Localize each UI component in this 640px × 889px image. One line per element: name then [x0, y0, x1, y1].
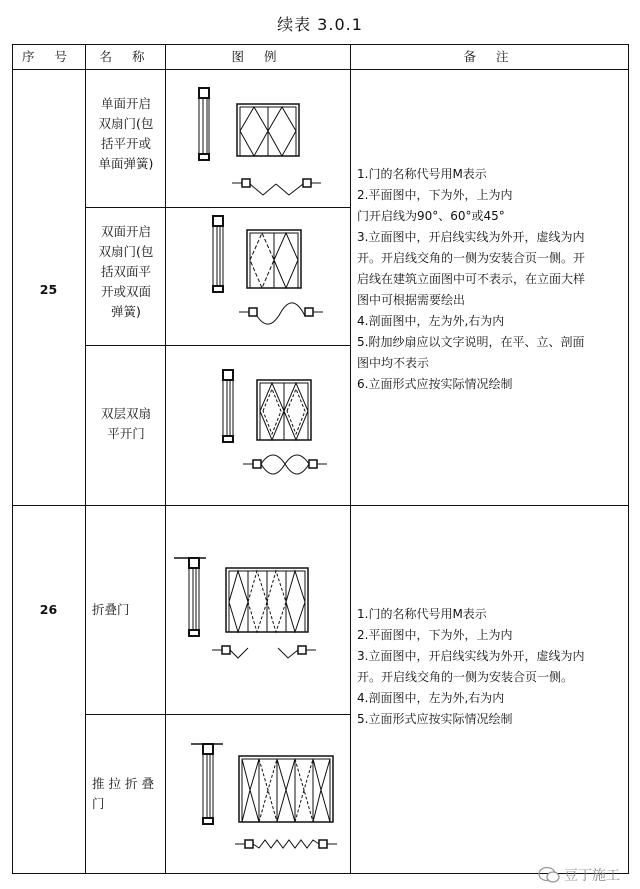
wechat-icon [538, 866, 560, 884]
header-seq: 序 号 [22, 49, 75, 64]
watermark-text: 豆丁施工 [564, 868, 620, 884]
notes-26: 1.门的名称代号用M表示 2.平面图中，下为外，上为内 3.立面图中，开启线实线为外开，虚线为内 开。开启线交角的一侧为安装合页一侧。 4.剖面图中，左为外,右为内 5.立面形式应按实际情况绘制 [357, 607, 585, 726]
legend-sliding-folding-door [187, 734, 347, 859]
header-name: 名 称 [99, 49, 153, 64]
legend-double-layer-door [187, 356, 337, 491]
name-double-layer-door: 双层双扇 平开门 [100, 406, 151, 441]
page-title: 续表 3.0.1 [277, 15, 363, 34]
seq-26: 26 [39, 602, 58, 617]
header-legend: 图 例 [231, 49, 285, 64]
watermark [538, 865, 620, 885]
name-folding-door: 折叠门 [92, 602, 130, 617]
header-notes: 备 注 [463, 49, 517, 64]
seq-25: 25 [39, 282, 58, 297]
legend-folding-door [172, 544, 350, 664]
notes-25: 1.门的名称代号用M表示 2.平面图中，下为外，上为内 门开启线为90°、60°或45° 3.立面图中，开启线实线为外开，虚线为内 开。开启线交角的一侧为安装合页一侧。开 启线在建筑立面图中可不表示，在立面大样 图中可根据需要绘出 4.剖面图中，左为外,右为内 5.附加纱扇应以文字说明，在平、立、剖面 图中均不表示 6.立面形式应按实际情况绘制 [357, 167, 586, 391]
name-double-swing-double-door: 双面开启 双扇门(包 括双面平 开或双面 弹簧) [98, 224, 154, 319]
name-sliding-folding-door: 推拉折叠 门 [92, 776, 159, 811]
legend-double-swing-door [187, 212, 337, 337]
name-single-swing-double-door: 单面开启 双扇门(包 括平开或 单面弹簧) [98, 96, 154, 171]
legend-table [12, 44, 629, 874]
legend-single-swing-door [187, 84, 337, 199]
